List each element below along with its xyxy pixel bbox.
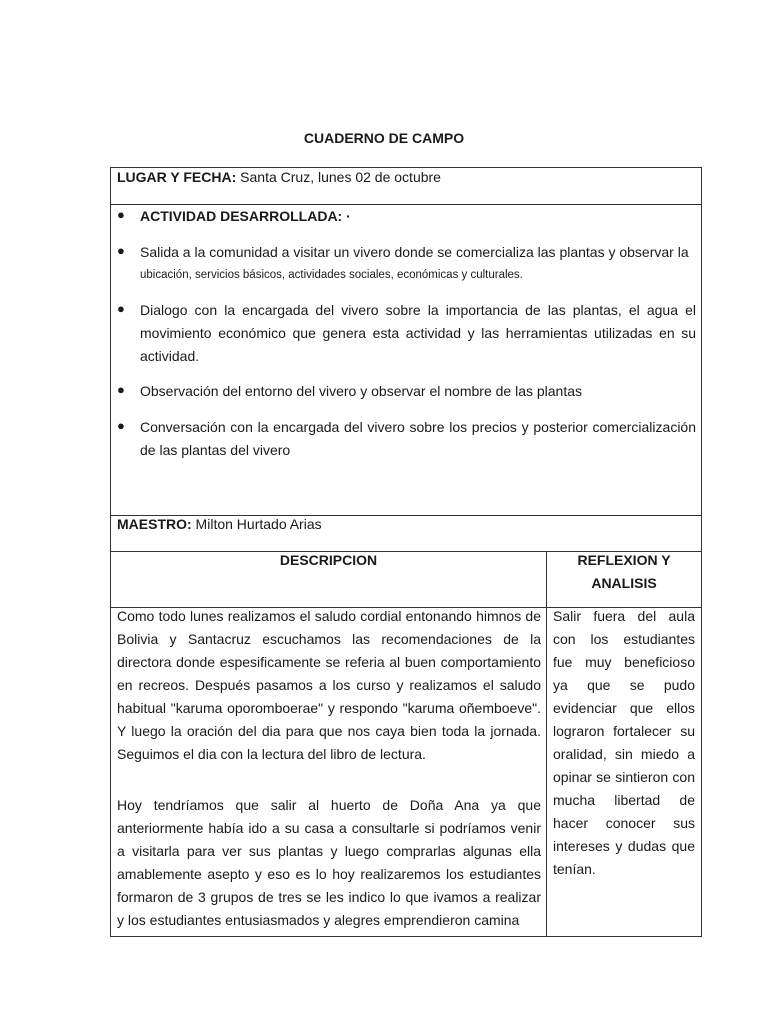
- page-title: CUADERNO DE CAMPO: [303, 130, 465, 146]
- description-cell: [117, 605, 541, 932]
- teacher: [117, 513, 322, 536]
- activities-row: [111, 205, 701, 516]
- description-paragraph-2: Hoy tendríamos que salir al huerto de Doña Ana ya que anteriormente había ido a su casa a consultarle si podríamos venir a visitarla para ver sus plantas y luego comprarlas algunas ella amablemente asepto y eso es lo hoy realizaremos los estudiantes formaron de 3 grupos de tres se les indico lo que ivamos a realizar y los estudiantes entusiasmados y alegres emprendieron camina: [117, 797, 541, 928]
- activity-small: ubicación, servicios básicos, actividades sociales, económicas y culturales.: [140, 269, 523, 281]
- teacher-value: Milton Hurtado Arias: [191, 516, 322, 532]
- teacher-label: MAESTRO:: [117, 516, 192, 532]
- reflection-cell: Salir fuera del aula con los estudiantes fue muy beneficioso ya que se pudo evidenciar que ellos lograron fortalecer su oralidad, sin miedo a opinar se sintieron con mucha libertad de hacer conocer sus intereses y dudas que tenían.: [553, 608, 695, 877]
- bullet-icon: ●: [117, 243, 125, 258]
- field-notebook-table: [110, 167, 702, 937]
- columns-header-row: [111, 552, 701, 608]
- activity-text: Observación del entorno del vivero y observar el nombre de las plantas: [140, 383, 583, 399]
- activity-main: Salida a la comunidad a visitar un vivero donde se comercializa las plantas y observar la: [140, 244, 689, 260]
- description-paragraph-1: Como todo lunes realizamos el saludo cordial entonando himnos de Bolivia y Santacruz escuchamos las recomendaciones de la directora donde espesificamente se referia al buen comportamiento en recreos. Después pasamos a los curso y realizamos el saludo habitual "karuma oporomboerae" y respondo "karuma oñemboeve". Y luego la oración del dia para que nos caya bien toda la jornada. Seguimos el dia con la lectura del libro de lectura.: [117, 608, 541, 762]
- activity-text: Conversación con la encargada del vivero sobre los precios y posterior comercialización de las plantas del vivero: [140, 419, 696, 458]
- bullet-icon: ●: [117, 301, 125, 316]
- bullet-icon: ●: [117, 418, 125, 433]
- activity-text: [140, 241, 696, 287]
- description-header: DESCRIPCION: [279, 552, 378, 568]
- reflection-header: REFLEXION Y ANALISIS: [577, 552, 671, 591]
- place-date: [117, 166, 441, 189]
- place-date-label: LUGAR Y FECHA:: [117, 169, 237, 185]
- activity-text: Dialogo con la encargada del vivero sobre la importancia de las plantas, el agua el movimiento económico que genera esta actividad y las herramientas utilizadas en su actividad.: [140, 302, 696, 364]
- activities-heading: ACTIVIDAD DESARROLLADA: ·: [140, 208, 351, 224]
- place-date-row: [111, 168, 701, 205]
- bullet-icon: ●: [117, 207, 125, 222]
- teacher-row: [111, 516, 701, 552]
- column-divider: [546, 552, 547, 936]
- bullet-icon: ●: [117, 382, 125, 397]
- place-date-value: Santa Cruz, lunes 02 de octubre: [236, 169, 441, 185]
